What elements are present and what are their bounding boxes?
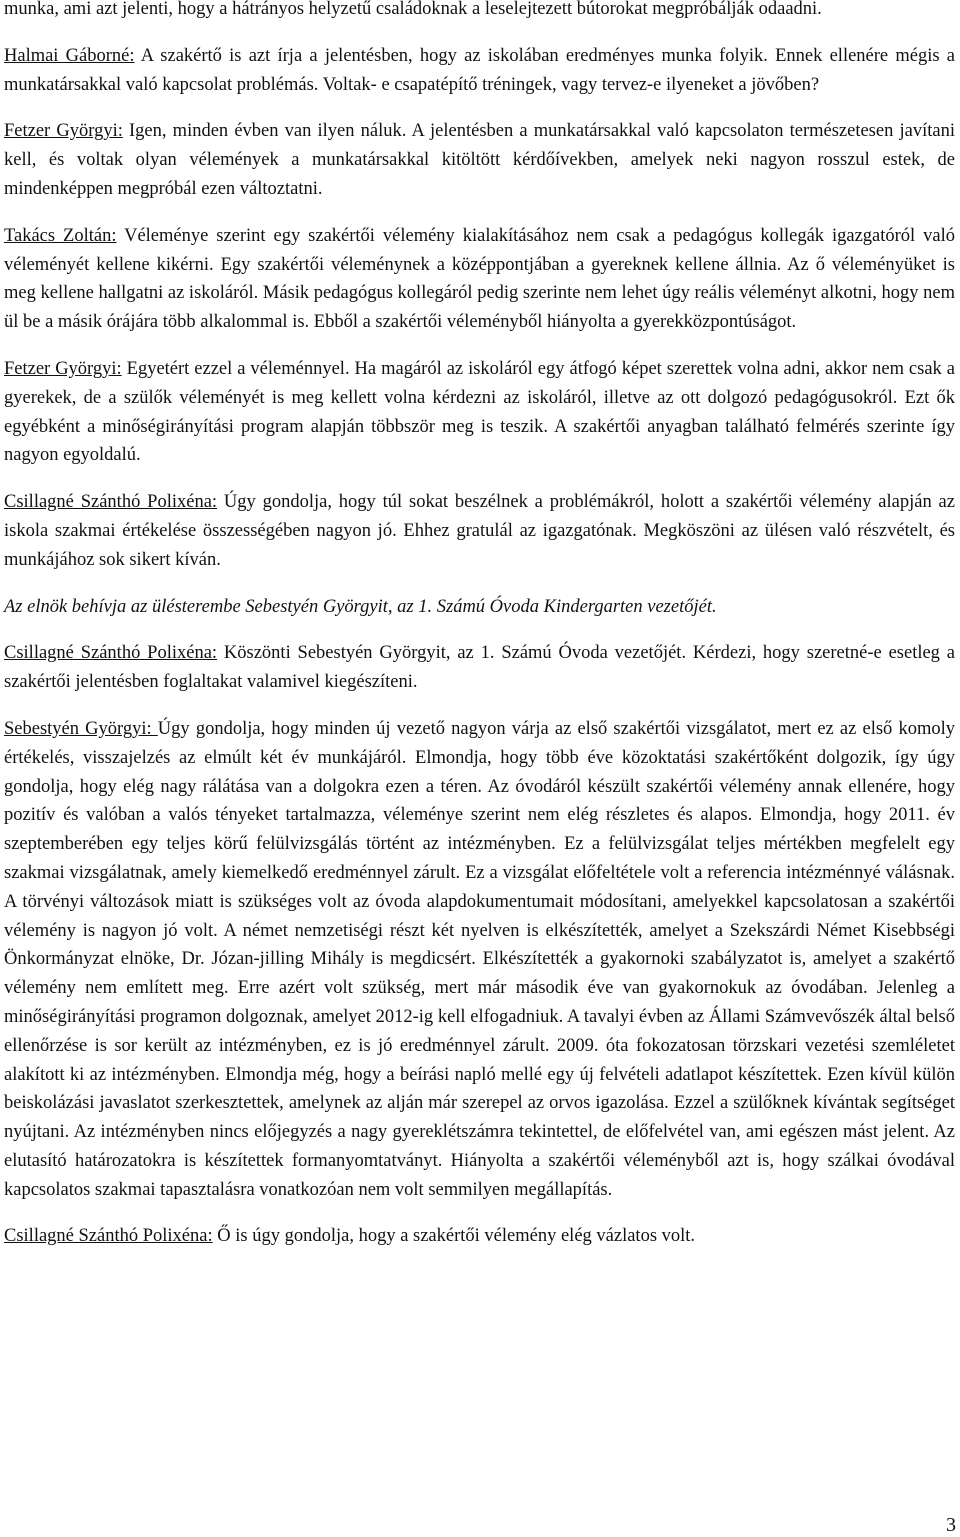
- paragraph-text: Köszönti Sebestyén Györgyit, az 1. Számú Óvoda vezetőjét. Kérdezi, hogy szeretné-e esetleg a szakértői jelentésben foglaltakat valamivel kiegészíteni.: [4, 643, 955, 693]
- paragraph-text: Véleménye szerint egy szakértői vélemény kialakításához nem csak a pedagógus kollegák igazgatóról való véleményét kellene kikérni. Egy szakértői véleménynek a középpontjában a gyereknek kellene állnia. Az ő véleményüket is meg kellene hallgatni az iskoláról. Másik pedagógus kollegáról pedig szerinte nem lehet úgy reális véleményt alkotni, hogy nem ül be a másik órájára több alkalommal is. Ebből a szakértői véleményből hiányolta a gyerekközpontúságot.: [4, 225, 955, 333]
- paragraph-text: Az elnök behívja az ülésterembe Sebestyén Györgyit, az 1. Számú Óvoda Kindergarten vezetőjét.: [4, 596, 717, 617]
- paragraph-text: munka, ami azt jelenti, hogy a hátrányos helyzetű családoknak a leselejtezett bútorokat megpróbálják odaadni.: [4, 0, 822, 19]
- paragraph-text: Igen, minden évben van ilyen náluk. A jelentésben a munkatársakkal való kapcsolaton természetesen javítani kell, és voltak olyan vélemények a munkatársakkal kitöltött kérdőívekben, amelyek neki nagyon rosszul estek, de mindenképpen megpróbál ezen változtatni.: [4, 121, 955, 199]
- speaker-name: Fetzer Györgyi:: [4, 358, 122, 379]
- paragraph-4: [4, 222, 955, 337]
- speaker-name: Csillagné Szánthó Polixéna:: [4, 643, 218, 664]
- paragraph-9: [4, 715, 955, 1205]
- speaker-name: Fetzer Györgyi:: [4, 121, 123, 142]
- paragraph-text: Úgy gondolja, hogy minden új vezető nagyon várja az első szakértői vizsgálatot, mert ez az első komoly értékelés, visszajelzés az elmúlt két év munkájáról. Elmondja, hogy több éve közoktatási szakértőként dolgozik, így úgy gondolja, hogy elég nagy rálátása van a dolgokra ezen a téren. Az óvodáról készült szakértői vélemény annak ellenére, hogy pozitív és valóban a valós tényeket tartalmazza, véleménye szerint nem elég részletes és alapos. Elmondja, hogy 2011. év szeptemberében egy teljes körű felülvizsgálás történt az intézményben. Ez a felülvizsgálat teljes mértékben megfelelt egy szakmai vizsgálatnak, amely kiemelkedő eredménnyel zárult. Ez a vizsgálat előfeltétele volt a referencia intézménnyé válásnak. A törvényi változások miatt is szükséges volt az óvoda alapdokumentumait módosítani, amelyekkel kapcsolatosan a szakértői vélemény is nagyon jó volt. A német nemzetiségi részt két nyelven is elkészítették, amelyet a Szekszárdi Német Kisebbségi Önkormányzat elnöke, Dr. Józan-jilling Mihály is megdicsért. Elkészítették a gyakornoki szabályzatot is, amelyet a szakértő vélemény nem említett meg. Erre azért volt szükség, mert már második éve van gyakornokuk az óvodában. Jelenleg a minőségirányítási programon dolgoznak, amelyet 2012-ig kell elfogadniuk. A tavalyi évben az Állami Számvevőszék által belső ellenőrzése is sor került az intézményben, ez is jó eredménnyel zárult. 2009. óta fokozatosan törzskari vezetési szemléletet alakított ki az intézményben. Elmondja még, hogy a beírási napló mellé egy új felvételi adatlapot készítettek. Ezen kívül külön beiskolázási javaslatot szerkesztettek, amelynek az alján már szerepel az orvos igazolása. Ezzel a szülőknek kívántak segítséget nyújtani. Az intézményben nincs előjegyzés a nagy gyereklétszámra tekintettel, de előfelvétel van, ami egészen mást jelent. Az elutasító határozatokra is készítettek formanyomtatványt. Hiányolta a szakértői véleményből azt is, hogy szálkai óvodával kapcsolatos szakmai tapasztalásra vonatkozóan nem volt semmilyen megállapítás.: [4, 718, 955, 1200]
- paragraph-10: [4, 1222, 955, 1251]
- paragraph-text: Ő is úgy gondolja, hogy a szakértői vélemény elég vázlatos volt.: [212, 1226, 696, 1247]
- paragraph-5: [4, 355, 955, 470]
- paragraph-1: [4, 0, 955, 24]
- paragraph-3: [4, 117, 955, 203]
- speaker-name: Halmai Gáborné:: [4, 45, 135, 66]
- narration-paragraph: [4, 593, 955, 622]
- speaker-name: Csillagné Szánthó Polixéna:: [4, 492, 218, 513]
- paragraph-text: Egyetért ezzel a véleménnyel. Ha magáról az iskoláról egy átfogó képet szerettek volna adni, akkor nem csak a gyerekek, de a szülők véleményét is meg kellett volna kérdezni az iskoláról, illetve az ott dolgozó pedagógusokról. Ezt ők egyébként a minőségirányítási program alapján többször meg is teszik. A szakértői anyagban található felmérés szerinte így nagyon egyoldalú.: [4, 358, 955, 466]
- document-page: [4, 0, 955, 1251]
- speaker-name: Csillagné Szánthó Polixéna:: [4, 1226, 213, 1247]
- speaker-name: Takács Zoltán:: [4, 225, 117, 246]
- paragraph-2: [4, 42, 955, 100]
- speaker-name: Sebestyén Györgyi:: [4, 718, 158, 739]
- paragraph-text: Úgy gondolja, hogy túl sokat beszélnek a problémákról, holott a szakértői vélemény alapján az iskola szakmai értékelése összességében nagyon jó. Ehhez gratulál az igazgatónak. Megköszöni az ülésen való részvételt, és munkájához sok sikert kíván.: [4, 492, 955, 570]
- paragraph-6: [4, 488, 955, 574]
- page-number: 3: [946, 1514, 956, 1536]
- paragraph-text: A szakértő is azt írja a jelentésben, hogy az iskolában eredményes munka folyik. Ennek ellenére mégis a munkatársakkal való kapcsolat problémás. Voltak- e csapatépítő tréningek, vagy tervez-e ilyeneket a jövőben?: [4, 45, 955, 95]
- paragraph-8: [4, 639, 955, 697]
